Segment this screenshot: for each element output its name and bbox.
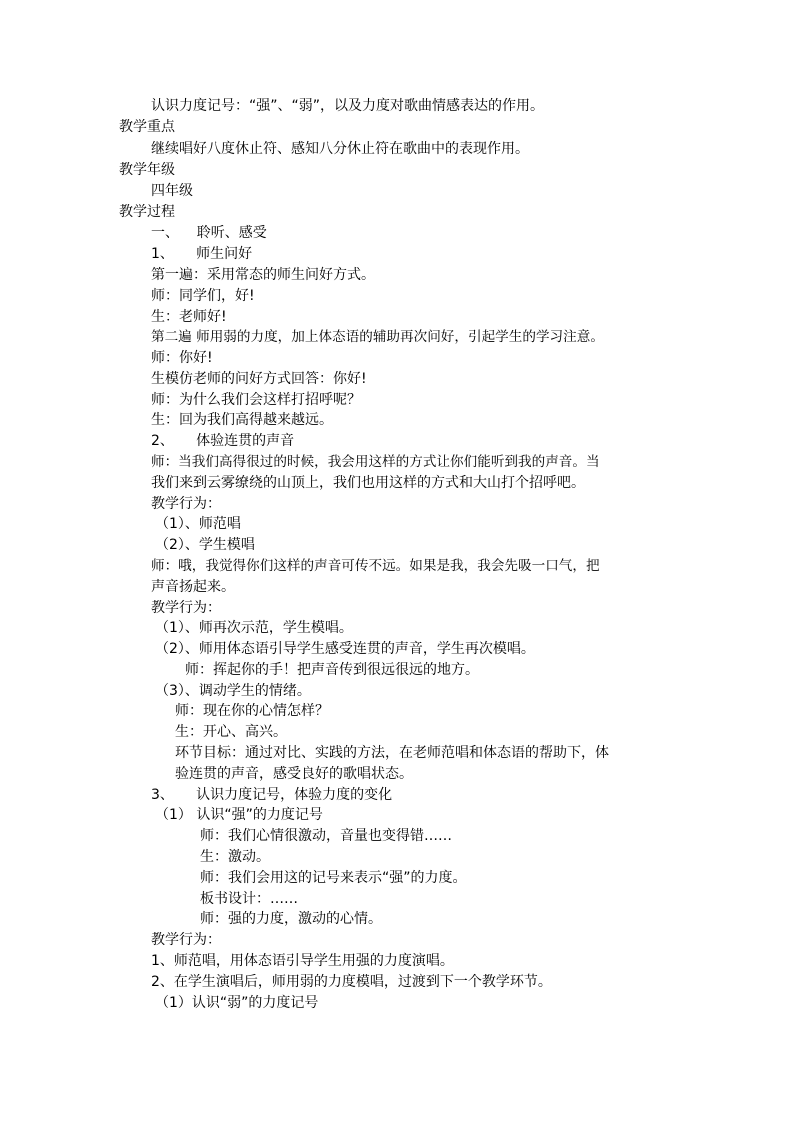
text-line: 生：老师好!: [151, 309, 227, 325]
text-line: 师：为什么我们会这样打招呼呢？: [151, 392, 361, 408]
text-line: 师：你好!: [151, 350, 213, 366]
text-line: 教学行为：: [151, 496, 221, 512]
text-line: （2）、学生模唱: [155, 537, 255, 553]
text-line: 生：回为我们高得越来越远。: [151, 412, 333, 428]
text-line: 师：我们心情很激动，音量也变得错……: [200, 828, 452, 844]
section-heading: 教学过程: [119, 204, 175, 220]
text-line: 生：激动。: [200, 849, 270, 865]
text-line: （3）、调动学生的情绪。: [155, 683, 311, 699]
text-line: 教学行为：: [151, 932, 221, 948]
text-line: （1）认识“弱”的力度记号: [155, 995, 319, 1011]
text-line: （1）、师范唱: [155, 516, 241, 532]
section-heading: 教学重点: [119, 119, 175, 135]
text-line: 2、在学生演唱后，师用弱的力度模唱，过渡到下一个教学环节。: [151, 974, 552, 990]
text-line: 师：强的力度，激动的心情。: [200, 911, 382, 927]
text-line: （1）、师再次示范，学生模唱。: [155, 620, 353, 636]
text-line: 3、 认识力度记号，体验力度的变化: [151, 787, 393, 803]
text-line: （2）、师用体态语引导学生感受连贯的声音，学生再次模唱。: [155, 641, 535, 657]
text-line: 我们来到云雾缭绕的山顶上，我们也用这样的方式和大山打个招呼吧。: [151, 475, 585, 491]
text-line: 1、 师生问好: [151, 246, 253, 262]
text-line: 第二遍 师用弱的力度，加上体态语的辅助再次问好，引起学生的学习注意。: [151, 329, 604, 345]
text-line: 师：当我们高得很过的时候，我会用这样的方式让你们能听到我的声音。当: [151, 454, 600, 470]
text-line: 声音扬起来。: [151, 579, 235, 595]
text-line: 环节目标：通过对比、实践的方法，在老师范唱和体态语的帮助下，体: [175, 745, 609, 761]
text-line: 第一遍：采用常态的师生问好方式。: [151, 267, 375, 283]
text-line: 师：同学们，好!: [151, 288, 255, 304]
text-line: 师：我们会用这的记号来表示“强”的力度。: [200, 870, 467, 886]
text-line: 师：现在你的心情怎样？: [175, 703, 329, 719]
text-line: （1） 认识“强”的力度记号: [155, 807, 323, 823]
text-line: 生模仿老师的问好方式回答：你好!: [151, 371, 367, 387]
section-heading: 教学年级: [119, 162, 175, 178]
text-line: 师：挥起你的手！把声音传到很远很远的地方。: [185, 662, 479, 678]
text-line: 板书设计：……: [200, 891, 298, 907]
text-line: 1、师范唱，用体态语引导学生用强的力度演唱。: [151, 953, 454, 969]
text-line: 2、 体验连贯的声音: [151, 433, 295, 449]
text-line: 验连贯的声音，感受良好的歌唱状态。: [175, 766, 413, 782]
text-line: 认识力度记号：“强”、“弱”，以及力度对歌曲情感表达的作用。: [151, 98, 545, 114]
text-line: 生：开心、高兴。: [175, 724, 287, 740]
text-line: 一、 聆听、感受: [151, 225, 267, 241]
text-line: 师：哦，我觉得你们这样的声音可传不远。如果是我，我会先吸一口气，把: [151, 558, 600, 574]
text-line: 教学行为：: [151, 600, 221, 616]
text-line: 继续唱好八度休止符、感知八分休止符在歌曲中的表现作用。: [151, 141, 529, 157]
text-line: 四年级: [151, 183, 193, 199]
